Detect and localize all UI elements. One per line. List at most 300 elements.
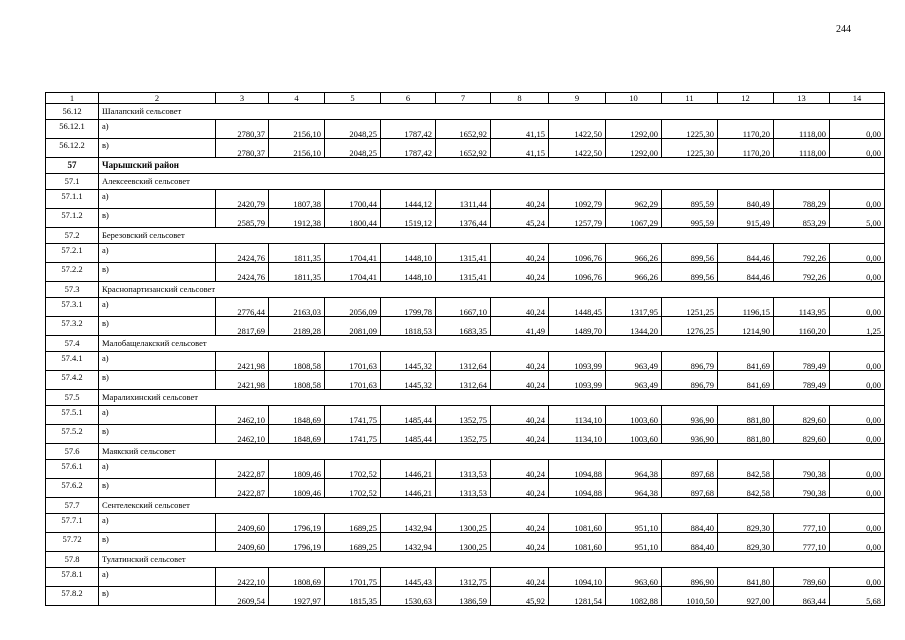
value-cell: 1811,35	[269, 263, 325, 282]
row-code: 57.3.2	[46, 317, 99, 336]
value-cell: 895,59	[662, 190, 718, 209]
value-cell: 2422,87	[216, 460, 269, 479]
row-code: 57.8.2	[46, 587, 99, 606]
row-label: в)	[99, 263, 216, 282]
value-cell: 1808,69	[269, 568, 325, 587]
value-cell: 1652,92	[436, 139, 491, 158]
row-code: 57.6.1	[46, 460, 99, 479]
section-title: Чарышский район	[99, 158, 885, 174]
value-cell: 1143,95	[774, 298, 830, 317]
table-row	[46, 352, 885, 371]
value-cell: 927,00	[718, 587, 774, 606]
value-cell: 1422,50	[549, 120, 606, 139]
value-cell: 1225,30	[662, 139, 718, 158]
value-cell: 951,10	[606, 533, 662, 552]
value-cell: 5,68	[830, 587, 885, 606]
column-header: 6	[381, 93, 436, 104]
row-label: а)	[99, 244, 216, 263]
section-title: Тулатинский сельсовет	[99, 552, 885, 568]
row-code: 57.7	[46, 498, 99, 514]
value-cell: 1807,38	[269, 190, 325, 209]
row-label: в)	[99, 317, 216, 336]
value-cell: 40,24	[491, 479, 549, 498]
row-code: 57.5.1	[46, 406, 99, 425]
row-label: а)	[99, 298, 216, 317]
value-cell: 2409,60	[216, 514, 269, 533]
value-cell: 789,49	[774, 371, 830, 390]
table-row	[46, 298, 885, 317]
value-cell: 896,90	[662, 568, 718, 587]
value-cell: 1704,41	[325, 244, 381, 263]
table-row	[46, 371, 885, 390]
row-code: 57.2.2	[46, 263, 99, 282]
value-cell: 40,24	[491, 190, 549, 209]
value-cell: 899,56	[662, 263, 718, 282]
row-label: в)	[99, 587, 216, 606]
value-cell: 881,80	[718, 406, 774, 425]
row-label: в)	[99, 425, 216, 444]
column-header: 5	[325, 93, 381, 104]
value-cell: 788,29	[774, 190, 830, 209]
value-cell: 853,29	[774, 209, 830, 228]
value-cell: 1003,60	[606, 425, 662, 444]
value-cell: 790,38	[774, 479, 830, 498]
value-cell: 1701,75	[325, 568, 381, 587]
section-row	[46, 444, 885, 460]
table-row	[46, 263, 885, 282]
value-cell: 2189,28	[269, 317, 325, 336]
value-cell: 897,68	[662, 479, 718, 498]
row-code: 57.4.2	[46, 371, 99, 390]
value-cell: 829,30	[718, 514, 774, 533]
section-row	[46, 158, 885, 174]
section-row	[46, 228, 885, 244]
column-header: 1	[46, 93, 99, 104]
value-cell: 964,38	[606, 460, 662, 479]
value-cell: 1315,41	[436, 244, 491, 263]
section-title: Малобащелакский сельсовет	[99, 336, 885, 352]
value-cell: 1067,29	[606, 209, 662, 228]
value-cell: 1196,15	[718, 298, 774, 317]
value-cell: 1485,44	[381, 406, 436, 425]
value-cell: 40,24	[491, 406, 549, 425]
value-cell: 1800,44	[325, 209, 381, 228]
value-cell: 936,90	[662, 425, 718, 444]
value-cell: 1292,00	[606, 139, 662, 158]
value-cell: 1300,25	[436, 514, 491, 533]
value-cell: 1445,32	[381, 352, 436, 371]
table-row	[46, 533, 885, 552]
value-cell: 40,24	[491, 352, 549, 371]
value-cell: 1796,19	[269, 514, 325, 533]
value-cell: 1809,46	[269, 460, 325, 479]
row-label: в)	[99, 371, 216, 390]
value-cell: 1134,10	[549, 425, 606, 444]
row-code: 57.4.1	[46, 352, 99, 371]
value-cell: 1796,19	[269, 533, 325, 552]
value-cell: 1312,64	[436, 352, 491, 371]
value-cell: 2424,76	[216, 244, 269, 263]
table-row	[46, 120, 885, 139]
value-cell: 1741,75	[325, 406, 381, 425]
value-cell: 1082,88	[606, 587, 662, 606]
row-code: 57.6	[46, 444, 99, 460]
value-cell: 936,90	[662, 406, 718, 425]
value-cell: 1093,99	[549, 371, 606, 390]
value-cell: 1927,97	[269, 587, 325, 606]
section-title: Сентелекский сельсовет	[99, 498, 885, 514]
header-row	[46, 93, 885, 104]
value-cell: 844,46	[718, 244, 774, 263]
value-cell: 1652,92	[436, 120, 491, 139]
value-cell: 0,00	[830, 479, 885, 498]
value-cell: 1170,20	[718, 139, 774, 158]
section-title: Краснопартизанский сельсовет	[99, 282, 885, 298]
section-row	[46, 104, 885, 120]
value-cell: 1848,69	[269, 425, 325, 444]
value-cell: 2585,79	[216, 209, 269, 228]
column-header: 13	[774, 93, 830, 104]
value-cell: 789,60	[774, 568, 830, 587]
value-cell: 40,24	[491, 533, 549, 552]
value-cell: 41,49	[491, 317, 549, 336]
row-code: 57.3	[46, 282, 99, 298]
value-cell: 45,24	[491, 209, 549, 228]
section-title: Маякский сельсовет	[99, 444, 885, 460]
value-cell: 1444,12	[381, 190, 436, 209]
value-cell: 1446,21	[381, 479, 436, 498]
row-code: 57.4	[46, 336, 99, 352]
value-cell: 777,10	[774, 533, 830, 552]
value-cell: 1799,78	[381, 298, 436, 317]
value-cell: 2422,87	[216, 479, 269, 498]
table-row	[46, 209, 885, 228]
column-header: 14	[830, 93, 885, 104]
value-cell: 1702,52	[325, 479, 381, 498]
value-cell: 1352,75	[436, 406, 491, 425]
section-title: Алексеевский сельсовет	[99, 174, 885, 190]
value-cell: 897,68	[662, 460, 718, 479]
table-row	[46, 139, 885, 158]
value-cell: 2780,37	[216, 139, 269, 158]
value-cell: 1315,41	[436, 263, 491, 282]
value-cell: 1281,54	[549, 587, 606, 606]
value-cell: 863,44	[774, 587, 830, 606]
value-cell: 789,49	[774, 352, 830, 371]
column-header: 4	[269, 93, 325, 104]
value-cell: 1422,50	[549, 139, 606, 158]
value-cell: 1214,90	[718, 317, 774, 336]
value-cell: 0,00	[830, 190, 885, 209]
value-cell: 1292,00	[606, 120, 662, 139]
row-code: 57.3.1	[46, 298, 99, 317]
value-cell: 41,15	[491, 120, 549, 139]
value-cell: 842,58	[718, 479, 774, 498]
value-cell: 1300,25	[436, 533, 491, 552]
value-cell: 1432,94	[381, 533, 436, 552]
value-cell: 1257,79	[549, 209, 606, 228]
value-cell: 1689,25	[325, 533, 381, 552]
value-cell: 2156,10	[269, 120, 325, 139]
value-cell: 2409,60	[216, 533, 269, 552]
row-code: 57.5.2	[46, 425, 99, 444]
value-cell: 1170,20	[718, 120, 774, 139]
value-cell: 1010,50	[662, 587, 718, 606]
value-cell: 966,26	[606, 263, 662, 282]
value-cell: 2424,76	[216, 263, 269, 282]
row-code: 56.12.1	[46, 120, 99, 139]
value-cell: 1811,35	[269, 244, 325, 263]
row-code: 56.12	[46, 104, 99, 120]
value-cell: 777,10	[774, 514, 830, 533]
row-label: а)	[99, 460, 216, 479]
value-cell: 40,24	[491, 298, 549, 317]
value-cell: 1741,75	[325, 425, 381, 444]
value-cell: 0,00	[830, 568, 885, 587]
value-cell: 5,00	[830, 209, 885, 228]
value-cell: 896,79	[662, 352, 718, 371]
value-cell: 1251,25	[662, 298, 718, 317]
value-cell: 963,49	[606, 352, 662, 371]
value-cell: 2081,09	[325, 317, 381, 336]
value-cell: 1808,58	[269, 371, 325, 390]
value-cell: 1701,63	[325, 352, 381, 371]
row-label: в)	[99, 479, 216, 498]
value-cell: 0,00	[830, 371, 885, 390]
column-header: 2	[99, 93, 216, 104]
section-row	[46, 552, 885, 568]
value-cell: 2817,69	[216, 317, 269, 336]
value-cell: 1809,46	[269, 479, 325, 498]
value-cell: 1344,20	[606, 317, 662, 336]
value-cell: 841,69	[718, 352, 774, 371]
value-cell: 1848,69	[269, 406, 325, 425]
value-cell: 1445,32	[381, 371, 436, 390]
column-header: 12	[718, 93, 774, 104]
row-code: 57.8.1	[46, 568, 99, 587]
row-code: 57.5	[46, 390, 99, 406]
column-header: 10	[606, 93, 662, 104]
value-cell: 1489,70	[549, 317, 606, 336]
value-cell: 0,00	[830, 263, 885, 282]
value-cell: 829,60	[774, 425, 830, 444]
row-code: 57.2.1	[46, 244, 99, 263]
row-label: а)	[99, 120, 216, 139]
value-cell: 896,79	[662, 371, 718, 390]
row-code: 57.6.2	[46, 479, 99, 498]
section-title: Маралихинский сельсовет	[99, 390, 885, 406]
value-cell: 0,00	[830, 425, 885, 444]
value-cell: 0,00	[830, 120, 885, 139]
value-cell: 844,46	[718, 263, 774, 282]
value-cell: 1094,88	[549, 460, 606, 479]
row-label: а)	[99, 352, 216, 371]
table-row	[46, 587, 885, 606]
value-cell: 962,29	[606, 190, 662, 209]
value-cell: 840,49	[718, 190, 774, 209]
value-cell: 951,10	[606, 514, 662, 533]
value-cell: 1787,42	[381, 120, 436, 139]
value-cell: 966,26	[606, 244, 662, 263]
table-row	[46, 317, 885, 336]
value-cell: 1313,53	[436, 460, 491, 479]
value-cell: 1667,10	[436, 298, 491, 317]
value-cell: 0,00	[830, 533, 885, 552]
value-cell: 1446,21	[381, 460, 436, 479]
value-cell: 2780,37	[216, 120, 269, 139]
value-cell: 1704,41	[325, 263, 381, 282]
value-cell: 0,00	[830, 139, 885, 158]
value-cell: 2609,54	[216, 587, 269, 606]
value-cell: 1352,75	[436, 425, 491, 444]
value-cell: 829,60	[774, 406, 830, 425]
value-cell: 2421,98	[216, 352, 269, 371]
row-code: 57.72	[46, 533, 99, 552]
value-cell: 1815,35	[325, 587, 381, 606]
row-label: в)	[99, 533, 216, 552]
value-cell: 963,49	[606, 371, 662, 390]
value-cell: 1445,43	[381, 568, 436, 587]
row-label: а)	[99, 568, 216, 587]
column-header: 7	[436, 93, 491, 104]
value-cell: 1386,59	[436, 587, 491, 606]
row-code: 57.8	[46, 552, 99, 568]
value-cell: 1787,42	[381, 139, 436, 158]
value-cell: 0,00	[830, 460, 885, 479]
value-cell: 1808,58	[269, 352, 325, 371]
page-number: 244	[836, 24, 851, 35]
column-header: 3	[216, 93, 269, 104]
value-cell: 995,59	[662, 209, 718, 228]
value-cell: 40,24	[491, 514, 549, 533]
value-cell: 792,26	[774, 244, 830, 263]
value-cell: 40,24	[491, 425, 549, 444]
value-cell: 884,40	[662, 514, 718, 533]
value-cell: 1702,52	[325, 460, 381, 479]
value-cell: 1701,63	[325, 371, 381, 390]
column-header: 9	[549, 93, 606, 104]
value-cell: 1818,53	[381, 317, 436, 336]
value-cell: 40,24	[491, 371, 549, 390]
value-cell: 1094,88	[549, 479, 606, 498]
value-cell: 1700,44	[325, 190, 381, 209]
value-cell: 1448,10	[381, 244, 436, 263]
row-label: а)	[99, 190, 216, 209]
value-cell: 899,56	[662, 244, 718, 263]
value-cell: 1093,99	[549, 352, 606, 371]
row-code: 57.7.1	[46, 514, 99, 533]
value-cell: 1096,76	[549, 244, 606, 263]
value-cell: 0,00	[830, 298, 885, 317]
row-code: 57.1	[46, 174, 99, 190]
value-cell: 2422,10	[216, 568, 269, 587]
value-cell: 45,92	[491, 587, 549, 606]
value-cell: 963,60	[606, 568, 662, 587]
value-cell: 1,25	[830, 317, 885, 336]
value-cell: 1313,53	[436, 479, 491, 498]
value-cell: 1448,10	[381, 263, 436, 282]
section-title: Шалапский сельсовет	[99, 104, 885, 120]
row-label: а)	[99, 514, 216, 533]
value-cell: 1519,12	[381, 209, 436, 228]
row-code: 57.1.2	[46, 209, 99, 228]
value-cell: 792,26	[774, 263, 830, 282]
section-row	[46, 390, 885, 406]
table-row	[46, 244, 885, 263]
table-row	[46, 479, 885, 498]
value-cell: 841,80	[718, 568, 774, 587]
value-cell: 964,38	[606, 479, 662, 498]
value-cell: 40,24	[491, 263, 549, 282]
value-cell: 0,00	[830, 244, 885, 263]
table-row	[46, 406, 885, 425]
value-cell: 1312,75	[436, 568, 491, 587]
value-cell: 1118,00	[774, 120, 830, 139]
table-row	[46, 568, 885, 587]
value-cell: 0,00	[830, 352, 885, 371]
value-cell: 1689,25	[325, 514, 381, 533]
value-cell: 40,24	[491, 244, 549, 263]
value-cell: 829,30	[718, 533, 774, 552]
value-cell: 1312,64	[436, 371, 491, 390]
tariff-table	[45, 92, 885, 606]
table-row	[46, 425, 885, 444]
row-code: 56.12.2	[46, 139, 99, 158]
value-cell: 1912,38	[269, 209, 325, 228]
value-cell: 2462,10	[216, 406, 269, 425]
table-row	[46, 460, 885, 479]
value-cell: 1376,44	[436, 209, 491, 228]
section-title: Березовский сельсовет	[99, 228, 885, 244]
value-cell: 884,40	[662, 533, 718, 552]
value-cell: 1485,44	[381, 425, 436, 444]
value-cell: 915,49	[718, 209, 774, 228]
section-row	[46, 336, 885, 352]
row-code: 57	[46, 158, 99, 174]
value-cell: 1448,45	[549, 298, 606, 317]
value-cell: 1160,20	[774, 317, 830, 336]
value-cell: 1311,44	[436, 190, 491, 209]
value-cell: 1094,10	[549, 568, 606, 587]
value-cell: 2048,25	[325, 120, 381, 139]
value-cell: 0,00	[830, 406, 885, 425]
value-cell: 790,38	[774, 460, 830, 479]
value-cell: 1317,95	[606, 298, 662, 317]
value-cell: 1096,76	[549, 263, 606, 282]
value-cell: 1081,60	[549, 533, 606, 552]
value-cell: 2048,25	[325, 139, 381, 158]
value-cell: 1003,60	[606, 406, 662, 425]
table-body	[46, 93, 885, 606]
value-cell: 842,58	[718, 460, 774, 479]
section-row	[46, 174, 885, 190]
value-cell: 40,24	[491, 460, 549, 479]
value-cell: 2056,09	[325, 298, 381, 317]
table-row	[46, 514, 885, 533]
value-cell: 1432,94	[381, 514, 436, 533]
row-code: 57.1.1	[46, 190, 99, 209]
value-cell: 1134,10	[549, 406, 606, 425]
value-cell: 2421,98	[216, 371, 269, 390]
value-cell: 40,24	[491, 568, 549, 587]
section-row	[46, 282, 885, 298]
row-label: в)	[99, 139, 216, 158]
row-label: а)	[99, 406, 216, 425]
value-cell: 1081,60	[549, 514, 606, 533]
value-cell: 2163,03	[269, 298, 325, 317]
section-row	[46, 498, 885, 514]
value-cell: 0,00	[830, 514, 885, 533]
